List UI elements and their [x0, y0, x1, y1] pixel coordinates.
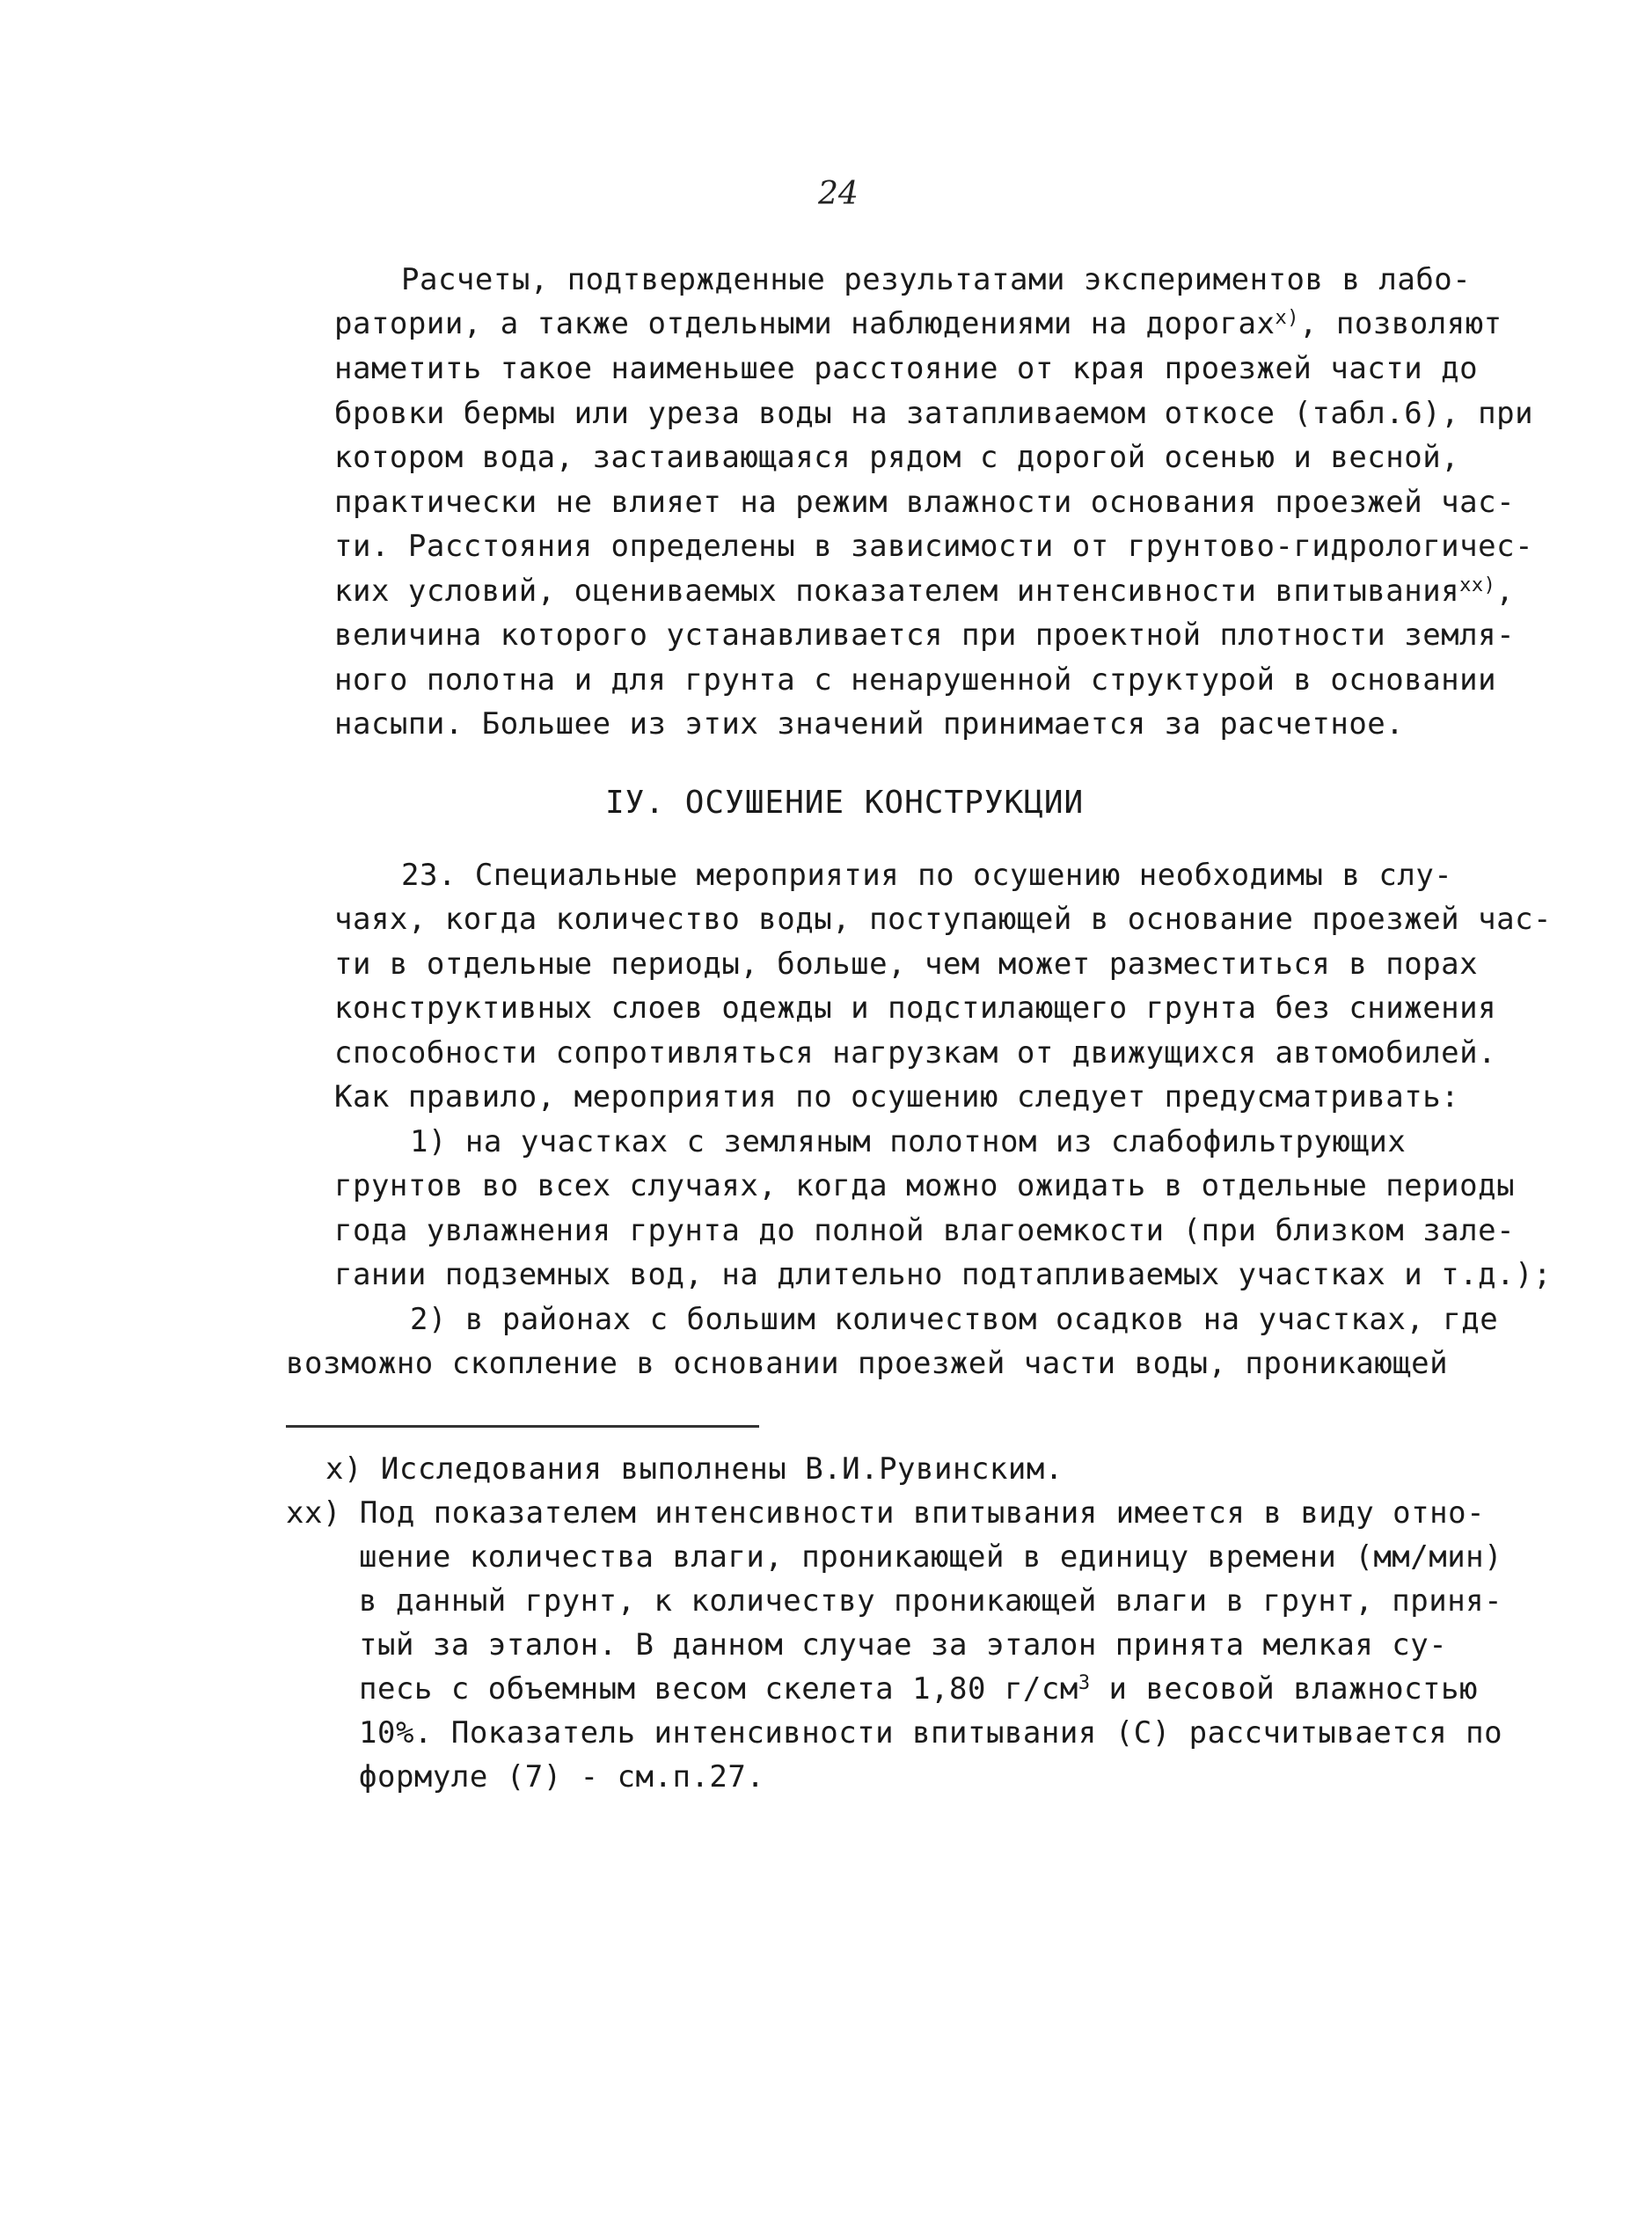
paragraph-line [334, 306, 1502, 341]
paragraph-line: чаях, когда количество воды, поступающей в основание проезжей час- [334, 902, 1553, 937]
paragraph-line: гании подземных вод, на длительно подтапливаемых участках и т.д.); [334, 1257, 1553, 1292]
paragraph-line-text: ких условий, оцениваемых показателем интенсивности впитывания [334, 574, 1460, 609]
paragraph-line: котором вода, застаивающаяся рядом с дорогой осенью и весной, [334, 440, 1460, 475]
paragraph-line: наметить такое наименьшее расстояние от края проезжей части до [334, 351, 1479, 386]
paragraph-line: насыпи. Большее из этих значений принимается за расчетное. [334, 706, 1405, 742]
paragraph-line: Как правило, мероприятия по осушению следует предусматривать: [334, 1079, 1460, 1115]
paragraph-line: способности сопротивляться нагрузкам от движущихся автомобилей. [334, 1035, 1497, 1071]
section-heading: IУ. ОСУШЕНИЕ КОНСТРУКЦИИ [605, 785, 1085, 821]
footnote-line-text: песь с объемным весом скелета 1,80 г/см [359, 1671, 1078, 1707]
footnote-line: формуле (7) - см.п.27. [359, 1759, 765, 1795]
footnote-separator [286, 1425, 759, 1428]
paragraph-line: года увлажнения грунта до полной влагоемкости (при близком зале- [334, 1213, 1516, 1248]
paragraph-line [334, 574, 1514, 609]
footnote-line [359, 1671, 1478, 1707]
footnote-ref-x: x) [1275, 307, 1299, 329]
superscript: 3 [1078, 1672, 1091, 1694]
footnote-line: 10%. Показатель интенсивности впитывания (С) рассчитывается по [359, 1715, 1503, 1751]
paragraph-line: величина которого устанавливается при проектной плотности земля- [334, 618, 1516, 653]
page-number: 24 [818, 176, 859, 212]
paragraph-line: практически не влияет на режим влажности основания проезжей час- [334, 485, 1516, 520]
paragraph-line: 1) на участках с земляным полотном из слабофильтрующих [410, 1124, 1407, 1159]
paragraph-line: бровки бермы или уреза воды на затапливаемом откосе (табл.6), при [334, 396, 1534, 431]
paragraph-line: конструктивных слоев одежды и подстилающего грунта без снижения [334, 991, 1497, 1026]
paragraph-line: Расчеты, подтвержденные результатами экспериментов в лабо- [401, 262, 1472, 297]
paragraph-line: ти. Расстояния определены в зависимости от грунтово-гидрологичес- [334, 529, 1534, 564]
footnote-line: x) Исследования выполнены В.И.Рувинским. [325, 1451, 1064, 1487]
paragraph-line: возможно скопление в основании проезжей части воды, проникающей [286, 1346, 1449, 1381]
footnote-line: xx) Под показателем интенсивности впитывания имеется в виду отно- [286, 1495, 1486, 1531]
paragraph-line: ного полотна и для грунта с ненарушенной структурой в основании [334, 662, 1497, 698]
paragraph-line: 2) в районах с большим количеством осадков на участках, где [410, 1302, 1499, 1337]
paragraph-line-text: ратории, а также отдельными наблюдениями на дорогах [334, 306, 1276, 341]
paragraph-line: грунтов во всех случаях, когда можно ожидать в отдельные периоды [334, 1168, 1516, 1203]
paragraph-line-tail: , позволяют [1298, 306, 1502, 341]
paragraph-line: 23. Специальные мероприятия по осушению необходимы в слу- [401, 858, 1453, 893]
footnote-line-tail: и весовой влажностью [1090, 1671, 1478, 1707]
paragraph-line-tail: , [1495, 574, 1515, 609]
footnote-ref-xx: xx) [1459, 574, 1496, 596]
paragraph-line: ти в отдельные периоды, больше, чем может разместиться в порах [334, 947, 1479, 982]
footnote-line: тый за эталон. В данном случае за эталон принята мелкая су- [359, 1627, 1448, 1663]
footnote-line: шение количества влаги, проникающей в единицу времени (мм/мин) [359, 1539, 1503, 1575]
footnote-line: в данный грунт, к количеству проникающей влаги в грунт, приня- [359, 1583, 1503, 1619]
